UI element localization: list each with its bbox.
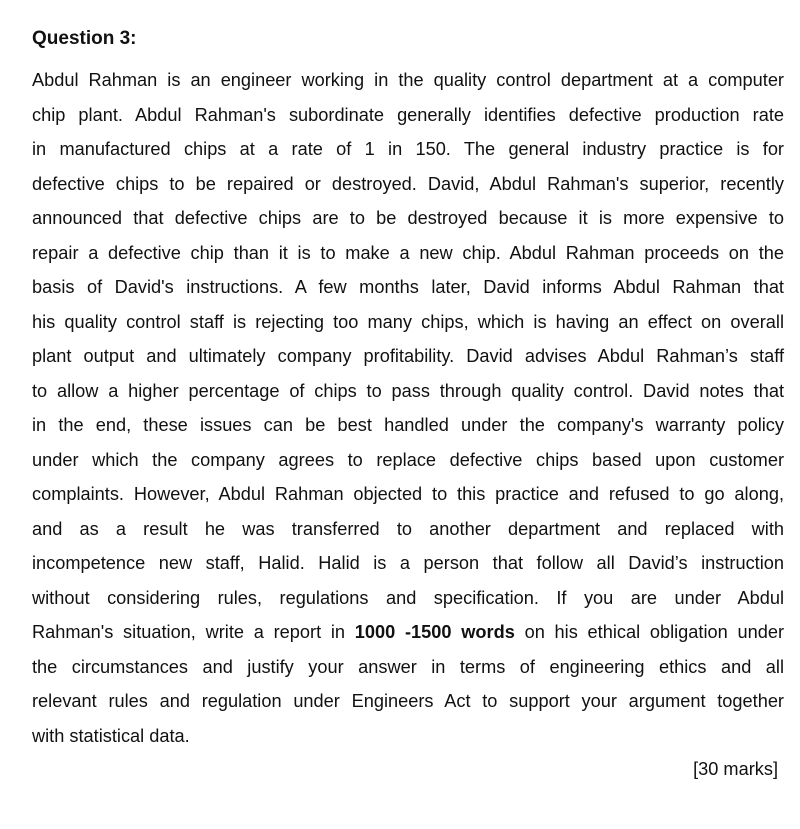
body-line-13: complaints. However, Abdul Rahman objected to this practice and refused to go along, bbox=[32, 484, 784, 504]
word-count-pre: Rahman's situation, write a report in bbox=[32, 622, 355, 642]
body-line-16: without considering rules, regulations and specification. If you are under Abdul bbox=[32, 587, 784, 608]
body-line-11: in the end, these issues can be best handled under the company's warranty policy bbox=[32, 415, 784, 435]
body-line-15: incompetence new staff, Halid. Halid is a person that follow all David’s instruction bbox=[32, 553, 784, 573]
body-line-19: relevant rules and regulation under Engineers Act to support your argument together bbox=[32, 691, 784, 711]
question-title: Question 3: bbox=[32, 28, 137, 49]
body-line-7: basis of David's instructions. A few months later, David informs Abdul Rahman that bbox=[32, 277, 784, 297]
word-count-post: on his ethical obligation under bbox=[514, 622, 785, 642]
body-line-8: his quality control staff is rejecting too many chips, which is having an effect on overall bbox=[32, 311, 784, 332]
marks-label: [30 marks] bbox=[693, 759, 778, 779]
body-line-14: and as a result he was transferred to another department and replaced with bbox=[32, 518, 784, 539]
body-line-20: with statistical data. bbox=[32, 725, 190, 746]
body-line-2: chip plant. Abdul Rahman's subordinate generally identifies defective production rate bbox=[32, 104, 784, 125]
body-line-10: to allow a higher percentage of chips to pass through quality control. David notes that bbox=[32, 380, 784, 401]
body-line-12: under which the company agrees to replace defective chips based upon customer bbox=[32, 449, 784, 470]
body-line-3: in manufactured chips at a rate of 1 in 150. The general industry practice is for bbox=[32, 139, 784, 159]
body-line-9: plant output and ultimately company profitability. David advises Abdul Rahman’s staff bbox=[32, 346, 784, 366]
body-line-18: the circumstances and justify your answer in terms of engineering ethics and all bbox=[32, 656, 784, 677]
body-line-4: defective chips to be repaired or destroyed. David, Abdul Rahman's superior, recently bbox=[32, 173, 784, 194]
body-line-1: Abdul Rahman is an engineer working in the quality control department at a computer bbox=[32, 70, 784, 90]
word-count-requirement: 1000 -1500 words bbox=[354, 622, 515, 642]
body-line-5: announced that defective chips are to be destroyed because it is more expensive to bbox=[32, 208, 784, 228]
body-line-6: repair a defective chip than it is to make a new chip. Abdul Rahman proceeds on the bbox=[32, 242, 784, 263]
body-line-17 bbox=[32, 615, 784, 650]
question-body bbox=[32, 63, 784, 753]
